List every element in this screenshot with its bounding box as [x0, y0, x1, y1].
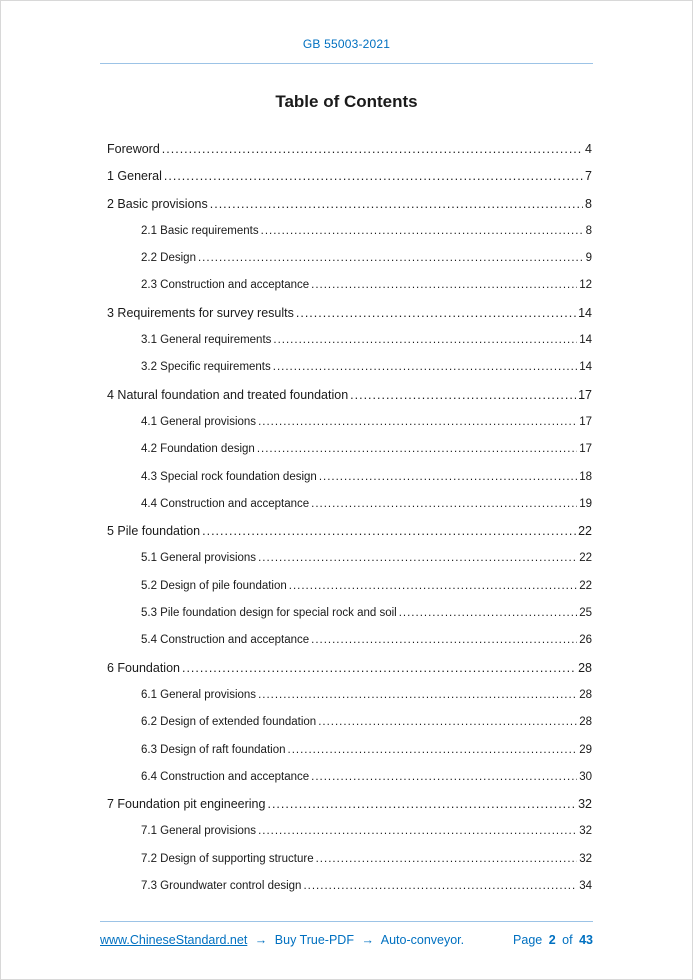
- toc-entry: [107, 436, 592, 463]
- standard-number: GB 55003-2021: [302, 37, 391, 51]
- toc-entry-page: 22: [579, 552, 592, 565]
- toc-entry-label: 2.2 Design: [141, 252, 196, 265]
- toc-entry-leader-dots: [311, 627, 577, 654]
- toc-entry-leader-dots: [164, 163, 583, 190]
- toc-entry-label: 6.4 Construction and acceptance: [141, 770, 310, 783]
- toc-entry-leader-dots: [182, 655, 576, 682]
- toc-entry: [107, 573, 592, 600]
- footer-auto-label: Auto-conveyor.: [380, 933, 465, 947]
- toc-entry-page: 29: [579, 743, 592, 756]
- toc-entry: [107, 409, 592, 436]
- toc-entry-page: 17: [579, 443, 592, 456]
- toc-entry-leader-dots: [261, 218, 584, 245]
- toc-entry-label: 6.1 General provisions: [141, 688, 257, 701]
- arrow-icon: →: [361, 933, 374, 947]
- toc-entry-page: 26: [579, 634, 592, 647]
- footer-website-link[interactable]: www.ChineseStandard.net: [100, 933, 248, 947]
- toc-entry: [107, 218, 592, 245]
- toc-entry-leader-dots: [198, 245, 584, 272]
- toc-entry: [107, 627, 592, 654]
- toc-entry-leader-dots: [311, 764, 577, 791]
- header-divider: [100, 63, 593, 64]
- page-header: [1, 1, 692, 64]
- footer-page-total: 43: [579, 933, 593, 947]
- toc-entry-label: 5.4 Construction and acceptance: [141, 634, 310, 647]
- toc-entry: [107, 846, 592, 873]
- toc-entry-label: 7.3 Groundwater control design: [141, 880, 302, 893]
- toc-entry-label: 4 Natural foundation and treated foundation: [107, 387, 349, 402]
- toc-entry: [107, 300, 592, 327]
- toc-entry-page: 14: [578, 305, 592, 320]
- toc-entry-page: 32: [578, 797, 592, 812]
- toc-entry-leader-dots: [311, 272, 577, 299]
- toc-entry-leader-dots: [210, 191, 583, 218]
- toc-entry-page: 19: [579, 497, 592, 510]
- toc-entry-page: 28: [579, 716, 592, 729]
- toc-entry-page: 18: [579, 470, 592, 483]
- toc-entry: [107, 682, 592, 709]
- toc-entry-leader-dots: [399, 600, 577, 627]
- toc-entry-leader-dots: [288, 737, 578, 764]
- toc-entry-leader-dots: [258, 545, 577, 572]
- toc-entry-page: 4: [585, 142, 592, 156]
- toc-entry-label: 2.1 Basic requirements: [141, 224, 259, 237]
- toc-entry-label: 7 Foundation pit engineering: [107, 797, 266, 812]
- toc-entry-page: 17: [579, 415, 592, 428]
- toc-entry-leader-dots: [303, 873, 577, 900]
- toc-entry: [107, 791, 592, 818]
- toc-entry: [107, 382, 592, 409]
- toc-entry: [107, 491, 592, 518]
- toc-entry-label: 5.2 Design of pile foundation: [141, 579, 287, 592]
- toc-entry: [107, 764, 592, 791]
- footer-of-word: of: [562, 933, 573, 947]
- toc-entry-leader-dots: [273, 327, 577, 354]
- toc-entry: [107, 191, 592, 218]
- toc-entry: [107, 600, 592, 627]
- toc-entry-page: 30: [579, 770, 592, 783]
- toc-entry-leader-dots: [162, 136, 583, 163]
- page-title: Table of Contents: [275, 92, 418, 111]
- toc-entry-page: 28: [579, 688, 592, 701]
- toc-entry-leader-dots: [267, 791, 576, 818]
- toc-entry: [107, 354, 592, 381]
- toc-entry: [107, 545, 592, 572]
- toc-entry-label: 5.3 Pile foundation design for special rock and soil: [141, 607, 397, 620]
- toc-entry: [107, 737, 592, 764]
- footer-left: [100, 933, 464, 947]
- footer-page-word: Page: [513, 933, 543, 947]
- toc-entry: [107, 709, 592, 736]
- toc-entry-label: 5 Pile foundation: [107, 524, 201, 539]
- toc-entry: [107, 655, 592, 682]
- toc-entry-page: 22: [578, 524, 592, 539]
- toc-entry-label: 6.2 Design of extended foundation: [141, 716, 317, 729]
- toc-entry-page: 25: [579, 607, 592, 620]
- toc-entry-label: 3.1 General requirements: [141, 334, 272, 347]
- page-footer: [100, 921, 593, 947]
- toc-entry-leader-dots: [316, 846, 578, 873]
- toc-entry-label: 4.2 Foundation design: [141, 443, 255, 456]
- toc-entry-label: 3.2 Specific requirements: [141, 361, 271, 374]
- toc-entry-label: 1 General: [107, 169, 162, 184]
- toc-entry-page: 28: [578, 660, 592, 675]
- toc-entry: [107, 518, 592, 545]
- toc-entry-label: 3 Requirements for survey results: [107, 305, 294, 320]
- arrow-icon: →: [254, 933, 268, 947]
- toc-entry-label: 7.1 General provisions: [141, 825, 257, 838]
- toc-entry-page: 22: [579, 579, 592, 592]
- toc-entry-page: 17: [578, 387, 592, 402]
- toc-entry-leader-dots: [318, 709, 577, 736]
- toc-entry-leader-dots: [311, 491, 577, 518]
- toc-entry-page: 12: [579, 279, 592, 292]
- toc-entry: [107, 818, 592, 845]
- toc-entry-label: 2.3 Construction and acceptance: [141, 279, 310, 292]
- toc-entry-leader-dots: [350, 382, 576, 409]
- toc-entry-page: 9: [585, 252, 592, 265]
- toc-entry-leader-dots: [319, 464, 577, 491]
- toc-entry-page: 14: [579, 361, 592, 374]
- toc-entry-label: 6 Foundation: [107, 660, 180, 675]
- toc-entry-leader-dots: [258, 682, 577, 709]
- toc-entry-label: 4.1 General provisions: [141, 415, 257, 428]
- toc-entry: [107, 873, 592, 900]
- toc-entry-leader-dots: [258, 409, 577, 436]
- toc-entry-leader-dots: [257, 436, 577, 463]
- toc-entry-label: 7.2 Design of supporting structure: [141, 852, 314, 865]
- toc-entry-page: 34: [579, 880, 592, 893]
- toc-entry-leader-dots: [258, 818, 577, 845]
- toc-list: [107, 136, 592, 900]
- toc-entry-page: 7: [585, 169, 592, 184]
- toc-entry-leader-dots: [296, 300, 576, 327]
- toc-entry-label: 4.3 Special rock foundation design: [141, 470, 317, 483]
- toc-entry-page: 32: [579, 825, 592, 838]
- toc-entry: [107, 327, 592, 354]
- toc-entry-leader-dots: [202, 518, 576, 545]
- toc-entry-label: 2 Basic provisions: [107, 196, 208, 211]
- toc-entry-page: 32: [579, 852, 592, 865]
- toc-entry-leader-dots: [289, 573, 577, 600]
- footer-buy-label: Buy True-PDF: [274, 933, 354, 947]
- toc-entry-page: 8: [585, 196, 592, 211]
- toc-entry-leader-dots: [273, 354, 577, 381]
- toc-entry-label: 6.3 Design of raft foundation: [141, 743, 286, 756]
- toc-entry: [107, 245, 592, 272]
- toc-entry: [107, 163, 592, 190]
- toc-entry: [107, 272, 592, 299]
- toc-entry-page: 8: [585, 224, 592, 237]
- footer-page-current: 2: [548, 933, 556, 947]
- toc-entry-label: 4.4 Construction and acceptance: [141, 497, 310, 510]
- toc-entry: [107, 136, 592, 163]
- toc-entry: [107, 464, 592, 491]
- toc-entry-label: 5.1 General provisions: [141, 552, 257, 565]
- toc-entry-label: Foreword: [107, 142, 160, 156]
- footer-page-indicator: [513, 933, 593, 947]
- toc-entry-page: 14: [579, 334, 592, 347]
